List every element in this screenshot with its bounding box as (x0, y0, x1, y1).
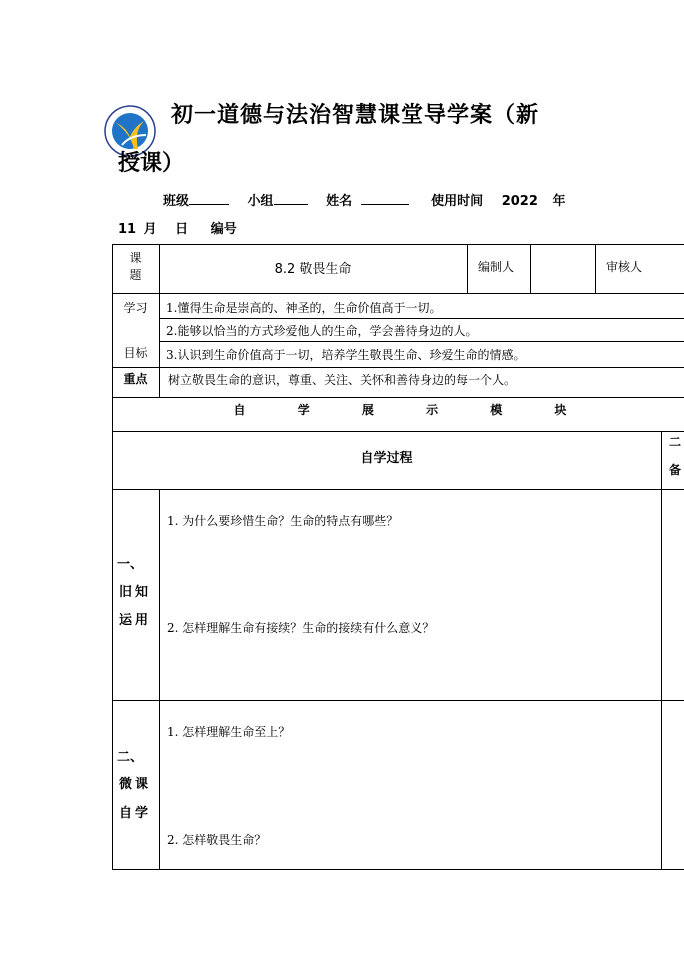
section1-label-2: 运用 (119, 613, 152, 628)
section2-label: 微课 (119, 777, 152, 792)
section1-question: 2. 怎样理解生命有接续？生命的接续有什么意义？ (167, 621, 435, 635)
class-blank (189, 192, 229, 205)
goal-item: 2.能够以恰当的方式珍爱他人的生命，学会善待身边的人。 (166, 324, 478, 338)
group-blank (274, 192, 308, 205)
section2-question: 1. 怎样理解生命至上？ (167, 725, 291, 739)
table-line (112, 869, 684, 870)
section2-label-2: 自学 (119, 806, 152, 821)
reviewer-label: 审核人 (606, 260, 643, 274)
goal-item: 3.认识到生命价值高于一切，培养学生敬畏生命、珍爱生命的情感。 (166, 348, 526, 362)
info-line-2 (118, 218, 237, 237)
number-label: 编号 (210, 222, 237, 237)
focus-value: 树立敬畏生命的意识，尊重、关注、关怀和善待身边的每一个人。 (168, 373, 517, 387)
month: 11 (118, 222, 137, 237)
section1-label: 旧知 (119, 585, 152, 600)
day-unit: 日 (175, 222, 189, 237)
table-line (467, 244, 468, 293)
name-label: 姓名 (326, 194, 353, 209)
table-line (159, 341, 684, 342)
goals-label-top: 学习 (123, 301, 148, 315)
month-unit: 月 (143, 222, 157, 237)
right-col-label-top: 二 (669, 435, 682, 449)
section2-number: 二、 (117, 750, 144, 765)
table-line (530, 244, 531, 293)
table-line (112, 431, 684, 432)
table-line (159, 489, 160, 870)
section1-question: 1. 为什么要珍惜生命？生命的特点有哪些？ (167, 514, 399, 528)
section1-number: 一、 (117, 557, 144, 572)
table-line (112, 293, 684, 294)
page-title-continued: 授课） (118, 150, 185, 176)
section2-question: 2. 怎样敬畏生命？ (167, 833, 267, 847)
process-label: 自学过程 (360, 451, 413, 466)
module-title: 自 学 展 示 模 块 (233, 403, 591, 417)
use-time-label: 使用时间 (431, 194, 484, 209)
table-line (159, 318, 684, 319)
table-line (112, 367, 684, 368)
focus-label: 重点 (123, 372, 148, 386)
table-line (112, 244, 684, 245)
table-line (112, 244, 113, 870)
table-line (112, 489, 684, 490)
class-label: 班级 (163, 194, 190, 209)
table-line (112, 397, 684, 398)
topic-value: 8.2 敬畏生命 (274, 262, 352, 277)
editor-label: 编制人 (478, 260, 515, 274)
right-col-label-bottom: 备 (669, 463, 682, 477)
goals-label-bottom: 目标 (123, 346, 148, 360)
year-unit: 年 (552, 194, 566, 209)
table-line (112, 700, 684, 701)
info-line (163, 190, 565, 209)
table-line (595, 244, 596, 293)
topic-label: 课 题 (129, 251, 142, 282)
year: 2022 (501, 194, 538, 209)
name-blank (361, 192, 409, 205)
table-line (661, 431, 662, 870)
goal-item: 1.懂得生命是崇高的、神圣的，生命价值高于一切。 (166, 301, 442, 315)
page-title: 初一道德与法治智慧课堂导学案（新 (171, 102, 540, 128)
group-label: 小组 (247, 194, 274, 209)
